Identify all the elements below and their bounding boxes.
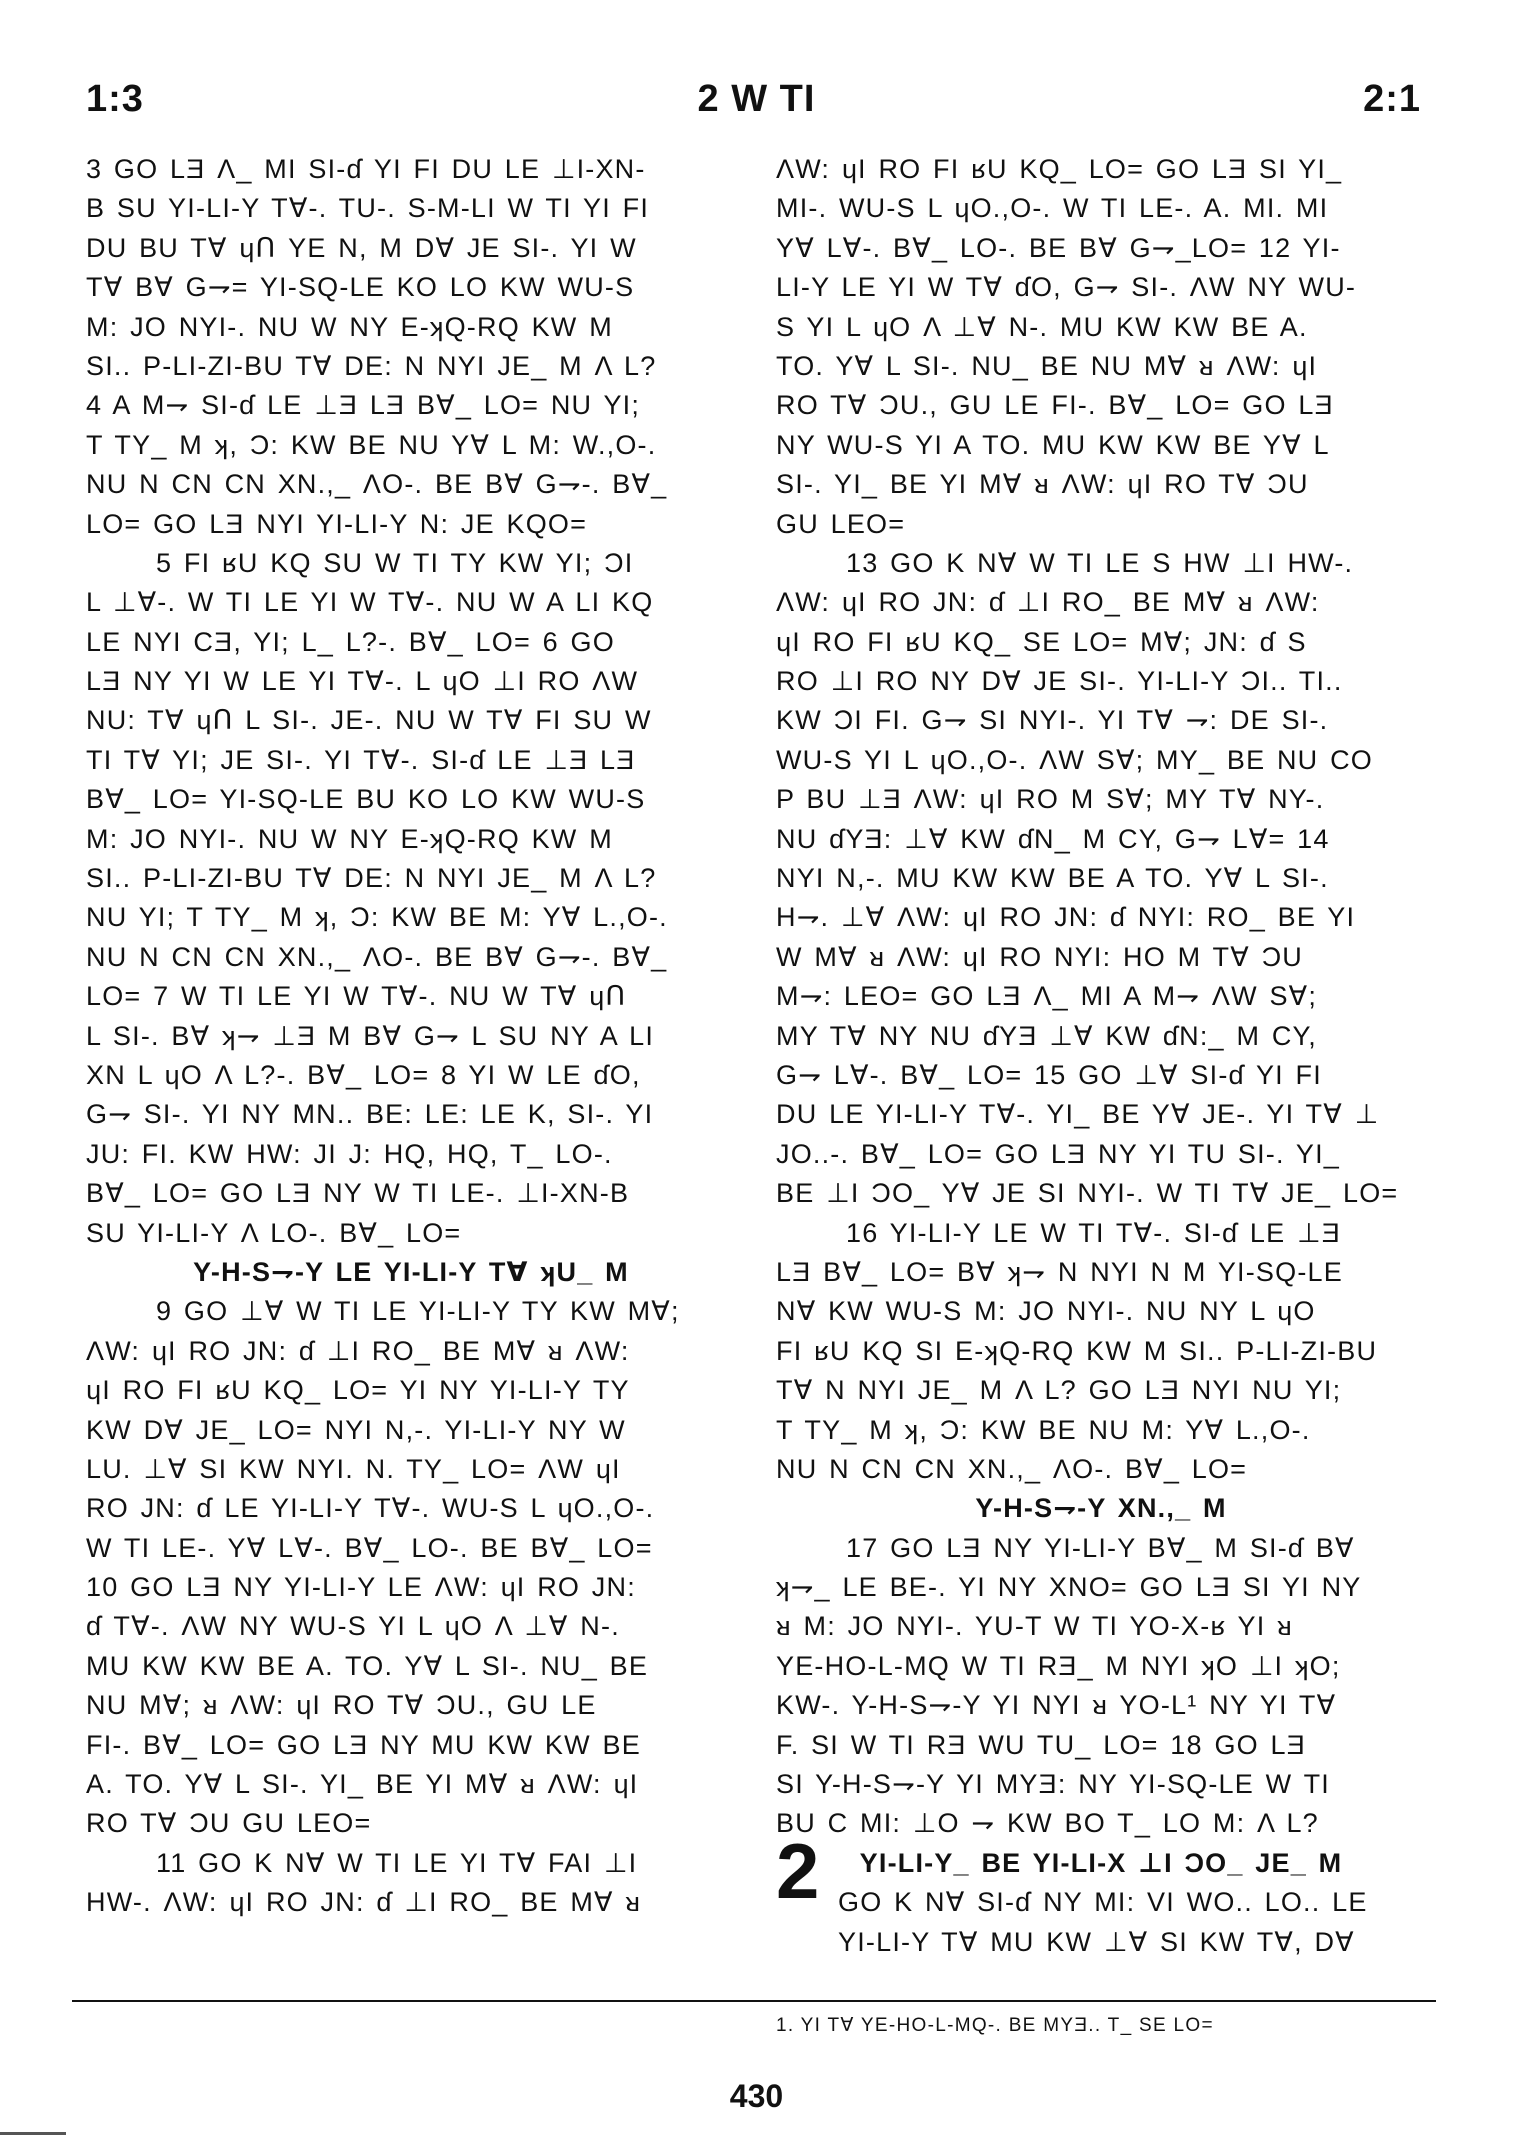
text-line: LƎ NY YI W LE YI T∀-. L ɥO ⊥I RO ΛW [86, 666, 639, 697]
text-line: S YI L ɥO Λ ⊥∀ N-. MU KW KW BE A. [776, 311, 1308, 342]
text-line: KW ƆI FI. G⇁ SI NYI-. YI T∀ ⇁: DE SI-. [776, 705, 1329, 736]
text-line: 3 GO LƎ Λ_ MI SI-ɗ YI FI DU LE ⊥I-XN- [86, 154, 646, 184]
text-line: T∀ B∀ G⇁= YI-SQ-LE KO LO KW WU-S [86, 272, 635, 303]
text-line: ɗ T∀-. ΛW NY WU-S YI L ɥO Λ ⊥∀ N-. [86, 1611, 620, 1642]
text-line: Y-H-S⇁-Y LE YI-LI-Y T∀ ʞU_ M [193, 1256, 629, 1287]
text-line: BU C MI: ⊥O ⇁ KW BO T_ LO M: Λ L? [776, 1808, 1319, 1839]
text-line: YE-HO-L-MQ W TI RƎ_ M NYI ʞO ⊥I ʞO; [776, 1650, 1341, 1681]
text-line: Y-H-S⇁-Y XN.,_ M [975, 1493, 1227, 1524]
text-line: LU. ⊥∀ SI KW NYI. N. TY_ LO= ΛW ɥI [86, 1453, 621, 1484]
text-line: LƎ B∀_ LO= B∀ ʞ⇁ N NYI N M YI-SQ-LE [776, 1256, 1343, 1287]
text-line: M: JO NYI-. NU W NY E-ʞQ-RQ KW M [86, 311, 613, 342]
text-line: W M∀ ᴚ ΛW: ɥI RO NYI: HO M T∀ ƆU [776, 941, 1304, 972]
text-line: TO. Y∀ L SI-. NU_ BE NU M∀ ᴚ ΛW: ɥI [776, 350, 1318, 381]
text-line: WU-S YI L ɥO.,O-. ΛW S∀; MY_ BE NU CO [776, 744, 1373, 775]
text-line: 11 GO K N∀ W TI LE YI T∀ FAI ⊥I [156, 1847, 638, 1878]
text-line: KW D∀ JE_ LO= NYI N,-. YI-LI-Y NY W [86, 1414, 626, 1445]
text-line: ΛW: ɥI RO JN: ɗ ⊥I RO_ BE M∀ ᴚ ΛW: [776, 587, 1320, 618]
text-line: LO= GO LƎ NYI YI-LI-Y N: JE KQO= [86, 508, 588, 539]
text-line: NYI N,-. MU KW KW BE A TO. Y∀ L SI-. [776, 863, 1329, 894]
text-line: YI-LI-Y_ BE YI-LI-X ⊥I ƆO_ JE_ M [859, 1847, 1343, 1878]
text-line: KW-. Y-H-S⇁-Y YI NYI ᴚ YO-L¹ NY YI T∀ [776, 1690, 1337, 1721]
text-line: M⇁: LEO= GO LƎ Λ_ MI A M⇁ ΛW S∀; [776, 981, 1318, 1012]
text-line: ᴚ M: JO NYI-. YU-T W TI YO-X-ʁ YI ᴚ [776, 1611, 1293, 1642]
text-line: B∀_ LO= GO LƎ NY W TI LE-. ⊥I-XN-B [86, 1178, 630, 1209]
text-line: SI Y-H-S⇁-Y YI MYƎ: NY YI-SQ-LE W TI [776, 1769, 1330, 1800]
text-line: NY WU-S YI A TO. MU KW KW BE Y∀ L [776, 429, 1330, 460]
text-line: BE ⊥I ƆO_ Y∀ JE SI NYI-. W TI T∀ JE_ LO= [776, 1178, 1399, 1209]
text-line: L ⊥∀-. W TI LE YI W T∀-. NU W A LI KQ [86, 587, 654, 618]
text-line: XN L ɥO Λ L?-. B∀_ LO= 8 YI W LE ɗO, [86, 1059, 641, 1090]
text-line: NU ɗYƎ: ⊥∀ KW ɗN_ M CY, G⇁ L∀= 14 [776, 823, 1330, 854]
chapter-number: 2 [776, 1827, 820, 1915]
text-line: RO ⊥I RO NY D∀ JE SI-. YI-LI-Y ƆI.. TI.. [776, 666, 1343, 697]
text-line: NU: T∀ ɥՈ L SI-. JE-. NU W T∀ FI SU W [86, 705, 652, 736]
text-line: L SI-. B∀ ʞ⇁ ⊥Ǝ M B∀ G⇁ L SU NY A LI [86, 1020, 655, 1051]
text-line: 17 GO LƎ NY YI-LI-Y B∀_ M SI-ɗ B∀ [846, 1532, 1355, 1563]
text-line: W TI LE-. Y∀ L∀-. B∀_ LO-. BE B∀_ LO= [86, 1532, 653, 1563]
text-line: NU N CN CN XN.,_ ΛO-. BE B∀ G⇁-. B∀_ [86, 469, 668, 500]
text-line: ΛW: ɥI RO FI ʁU KQ_ LO= GO LƎ SI YI_ [776, 154, 1343, 184]
text-line: NU N CN CN XN.,_ ΛO-. BE B∀ G⇁-. B∀_ [86, 941, 668, 972]
text-line: TI T∀ YI; JE SI-. YI T∀-. SI-ɗ LE ⊥Ǝ LƎ [86, 744, 636, 775]
text-line: ɥI RO FI ʁU KQ_ SE LO= M∀; JN: ɗ S [776, 626, 1307, 657]
text-line: DU BU T∀ ɥՈ YE N, M D∀ JE SI-. YI W [86, 232, 637, 263]
text-line: NU YI; T TY_ M ʞ, Ɔ: KW BE M: Y∀ L.,O-. [86, 902, 668, 933]
text-line: 9 GO ⊥∀ W TI LE YI-LI-Y TY KW M∀; [156, 1296, 680, 1327]
text-line: 5 FI ʁU KQ SU W TI TY KW YI; ƆI [156, 547, 634, 578]
text-line: 4 A M⇁ SI-ɗ LE ⊥Ǝ LƎ B∀_ LO= NU YI; [86, 390, 641, 421]
text-line: LE NYI CƎ, YI; L_ L?-. B∀_ LO= 6 GO [86, 626, 615, 657]
text-line: SU YI-LI-Y Λ LO-. B∀_ LO= [86, 1217, 462, 1248]
text-line: MY T∀ NY NU ɗYƎ ⊥∀ KW ɗN:_ M CY, [776, 1020, 1317, 1051]
text-line: JU: FI. KW HW: JI J: HQ, HQ, T_ LO-. [86, 1138, 613, 1169]
text-line: NU N CN CN XN.,_ ΛO-. B∀_ LO= [776, 1453, 1248, 1484]
text-line: H⇁. ⊥∀ ΛW: ɥI RO JN: ɗ NYI: RO_ BE YI [776, 902, 1356, 933]
text-line: B SU YI-LI-Y T∀-. TU-. S-M-LI W TI YI FI [86, 193, 650, 224]
text-line: SI-. YI_ BE YI M∀ ᴚ ΛW: ɥI RO T∀ ƆU [776, 469, 1309, 500]
text-line: MI-. WU-S L ɥO.,O-. W TI LE-. A. MI. MI [776, 193, 1329, 224]
header-left-reference: 1:3 [86, 78, 144, 120]
header-right-reference: 2:1 [1363, 78, 1421, 120]
scan-edge-mark [0, 2132, 66, 2135]
page-number: 430 [729, 2078, 784, 2114]
text-line: N∀ KW WU-S M: JO NYI-. NU NY L ɥO [776, 1296, 1316, 1327]
text-line: ΛW: ɥI RO JN: ɗ ⊥I RO_ BE M∀ ᴚ ΛW: [86, 1335, 630, 1366]
text-line: M: JO NYI-. NU W NY E-ʞQ-RQ KW M [86, 823, 613, 854]
text-line: RO T∀ ƆU GU LEO= [86, 1808, 372, 1839]
text-line: JO..-. B∀_ LO= GO LƎ NY YI TU SI-. YI_ [776, 1138, 1341, 1169]
text-line: SI.. P-LI-ZI-BU T∀ DE: N NYI JE_ M Λ L? [86, 863, 657, 894]
text-line: 16 YI-LI-Y LE W TI T∀-. SI-ɗ LE ⊥Ǝ [846, 1217, 1341, 1248]
text-line: 10 GO LƎ NY YI-LI-Y LE ΛW: ɥI RO JN: [86, 1572, 636, 1603]
text-line: MU KW KW BE A. TO. Y∀ L SI-. NU_ BE [86, 1650, 649, 1681]
text-line: A. TO. Y∀ L SI-. YI_ BE YI M∀ ᴚ ΛW: ɥI [86, 1769, 639, 1800]
text-line: YI-LI-Y T∀ MU KW ⊥∀ SI KW T∀, D∀ [838, 1926, 1355, 1957]
text-line: DU LE YI-LI-Y T∀-. YI_ BE Y∀ JE-. YI T∀ ⊥ [776, 1099, 1380, 1130]
text-line: RO JN: ɗ LE YI-LI-Y T∀-. WU-S L ɥO.,O-. [86, 1493, 655, 1524]
text-line: G⇁ SI-. YI NY MN.. BE: LE: LE K, SI-. YI [86, 1099, 654, 1130]
header-book-title: 2 W TI [697, 78, 816, 120]
text-line: T TY_ M ʞ, Ɔ: KW BE NU Y∀ L M: W.,O-. [86, 429, 657, 460]
text-line: HW-. ΛW: ɥI RO JN: ɗ ⊥I RO_ BE M∀ ᴚ [86, 1887, 642, 1918]
left-text-column [86, 150, 736, 1923]
text-line: T TY_ M ʞ, Ɔ: KW BE NU M: Y∀ L.,O-. [776, 1414, 1311, 1445]
text-line: FI-. B∀_ LO= GO LƎ NY MU KW KW BE [86, 1729, 641, 1760]
text-line: Y∀ L∀-. B∀_ LO-. BE B∀ G⇁_LO= 12 YI- [776, 232, 1341, 263]
text-line: 13 GO K N∀ W TI LE S HW ⊥I HW-. [846, 547, 1354, 578]
text-line: ɥI RO FI ʁU KQ_ LO= YI NY YI-LI-Y TY [86, 1375, 630, 1406]
right-text-column [776, 150, 1426, 1962]
text-line: ʞ⇁_ LE BE-. YI NY XNO= GO LƎ SI YI NY [776, 1572, 1362, 1603]
text-line: NU M∀; ᴚ ΛW: ɥI RO T∀ ƆU., GU LE [86, 1690, 597, 1721]
text-line: B∀_ LO= YI-SQ-LE BU KO LO KW WU-S [86, 784, 646, 815]
text-line: F. SI W TI RƎ WU TU_ LO= 18 GO LƎ [776, 1729, 1306, 1760]
text-line: FI ʁU KQ SI E-ʞQ-RQ KW M SI.. P-LI-ZI-BU [776, 1335, 1378, 1366]
text-line: P BU ⊥Ǝ ΛW: ɥI RO M S∀; MY T∀ NY-. [776, 784, 1325, 815]
text-line: LO= 7 W TI LE YI W T∀-. NU W T∀ ɥՈ [86, 981, 627, 1012]
text-line: G⇁ L∀-. B∀_ LO= 15 GO ⊥∀ SI-ɗ YI FI [776, 1059, 1322, 1090]
text-line: LI-Y LE YI W T∀ ɗO, G⇁ SI-. ΛW NY WU- [776, 272, 1357, 303]
footnote: 1. YI T∀ YE-HO-L-MQ-. BE MYƎ.. T_ SE LO= [776, 2015, 1214, 2036]
text-line: SI.. P-LI-ZI-BU T∀ DE: N NYI JE_ M Λ L? [86, 350, 657, 381]
footnote-divider [72, 2000, 1436, 2002]
text-line: GU LEO= [776, 508, 906, 539]
text-line: T∀ N NYI JE_ M Λ L? GO LƎ NYI NU YI; [776, 1375, 1342, 1406]
text-line: GO K N∀ SI-ɗ NY MI: VI WO.. LO.. LE [838, 1887, 1368, 1918]
text-line: RO T∀ ƆU., GU LE FI-. B∀_ LO= GO LƎ [776, 390, 1334, 421]
